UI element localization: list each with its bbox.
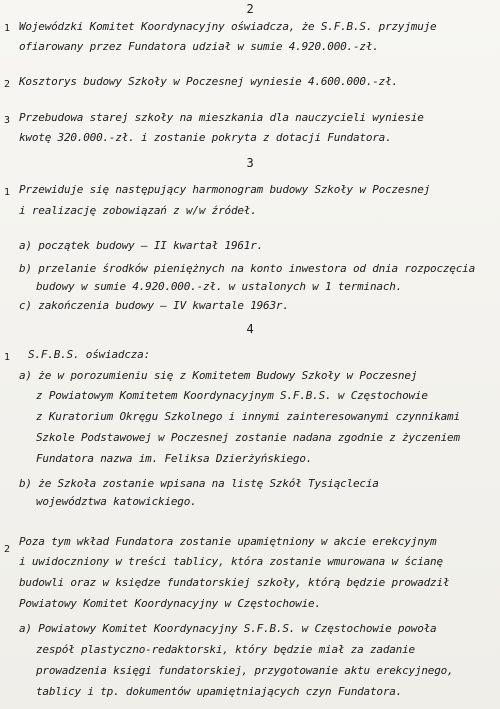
item-mark: 3	[4, 115, 11, 126]
item-mark: 1	[4, 23, 11, 34]
section-number-2: 2	[246, 2, 254, 16]
section-number-4: 4	[246, 322, 254, 336]
item-mark: 2	[4, 544, 11, 555]
section-number-3: 3	[246, 156, 254, 170]
item-mark: 1	[4, 187, 11, 198]
document-page: 2 1 Wojewódzki Komitet Koordynacyjny oświadcza, że S.F.B.S. przyjmuje ofiarowany przez Fundatora udział w sumie 4.920.000.-zł. 2 Kosztorys budowy Szkoły w Poczesnej wyniesie 4.600.000.-zł. 3 Przebudowa starej szkoły na mieszkania dla nauczycieli wyniesie kwotę 320.000.-zł. i zostanie pokryta z dotacji Fundatora. 3 1 Przewiduje się następujący harmonogram budowy Szkoły w Poczesnej i realizację zobowiązań z w/w źródeł. a) początek budowy — II kwartał 1961r. b) przelanie środków pieniężnych na konto inwestora od dnia rozpoczęcia budowy w sumie 4.920.000.-zł. w ustalonych w 1 terminach. c) zakończenia budowy — IV kwartale 1963r. 4 1 S.F.B.S. oświadcza: a) że w porozumieniu się z Komitetem Budowy Szkoły w Poczesnej z Powiatowym Komitetem Koordynacyjnym S.F.B.S. w Częstochowie z Kuratorium Okręgu Szkolnego i innymi zainteresowanymi czynnikami Szkole Podstawowej w Poczesnej zostanie nadana zgodnie z życzeniem Fundatora nazwa im. Feliksa Dzierżyńskiego. b) że Szkoła zostanie wpisana na listę Szkół Tysiąclecia województwa katowickiego. 2 Poza tym wkład Fundatora zostanie upamiętniony w akcie erekcyjnym i uwidoczniony w treści tablicy, która zostanie wmurowana w ścianę budowli oraz w księdze fundatorskiej szkoły, którą będzie prowadził Powiatowy Komitet Koordynacyjny w Częstochowie. a) Powiatowy Komitet Koordynacyjny S.F.B.S. w Częstochowie powoła zespół plastyczno-redaktorski, który będzie miał za zadanie prowadzenia księgi fundatorskiej, przygotowanie aktu erekcyjnego, tablicy i tp. dokumentów upamiętniających czyn Fundatora.	[0, 0, 500, 709]
item-mark: 1	[4, 352, 11, 363]
item-mark: 2	[4, 79, 11, 90]
